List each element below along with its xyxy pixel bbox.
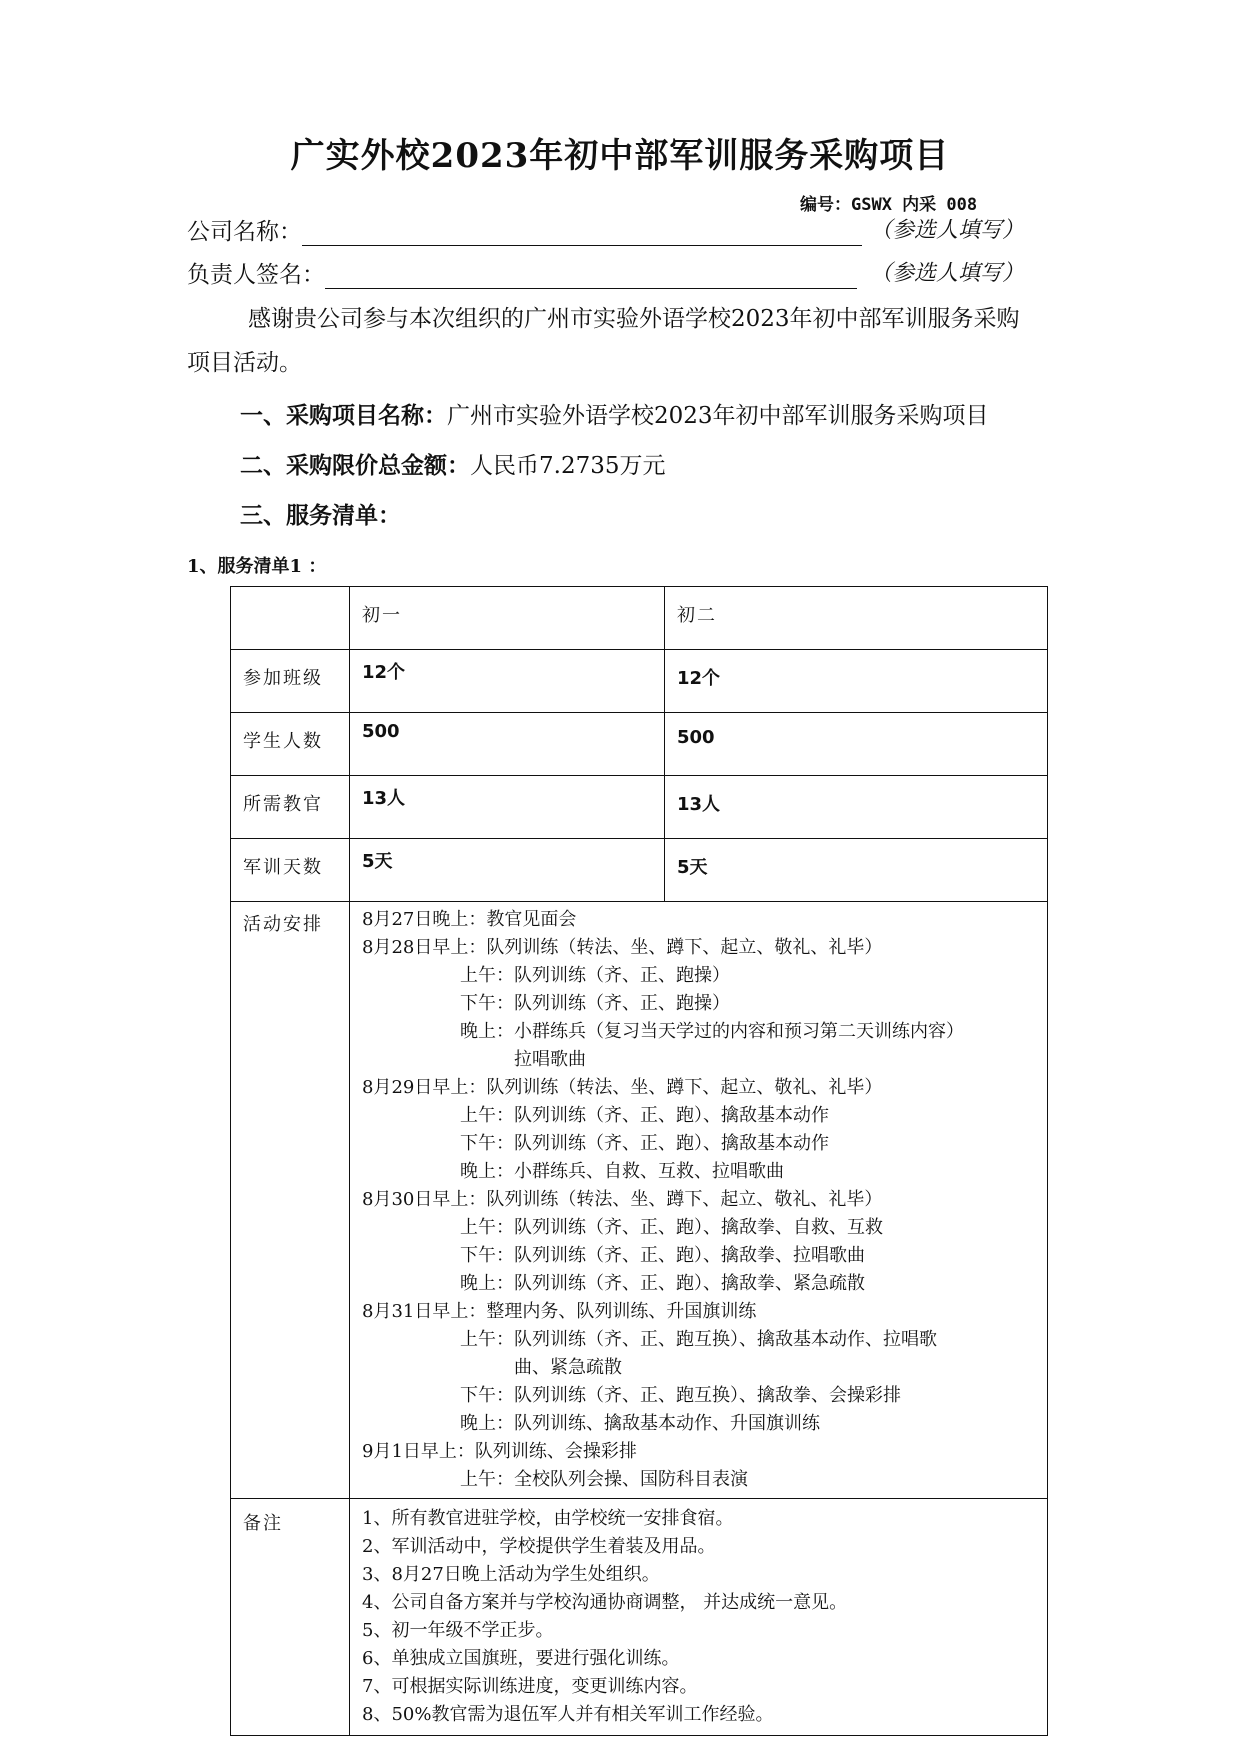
row-label: 学生人数: [231, 713, 350, 776]
cell-value: 500: [350, 713, 665, 776]
schedule-line: 上午：队列训练（齐、正、跑）、擒敌拳、自救、互救: [460, 1217, 883, 1238]
note-line: 7、可根据实际训练进度，变更训练内容。: [362, 1676, 698, 1697]
item-2-label: 二、采购限价总金额：: [240, 452, 470, 479]
schedule-line: 晚上：小群练兵、自救、互救、拉唱歌曲: [460, 1161, 784, 1182]
schedule-line: 上午：队列训练（齐、正、跑）、擒敌基本动作: [460, 1105, 829, 1126]
notes-row: [231, 1499, 1048, 1736]
column-header-grade-1: 初一: [350, 587, 665, 650]
document-number: 编号：GSWX 内采 008: [800, 195, 978, 215]
table-row: [231, 713, 1048, 776]
schedule-cell: [350, 902, 1048, 1499]
item-1-value: 广州市实验外语学校2023年初中部军训服务采购项目: [447, 403, 989, 429]
service-table: [230, 586, 1048, 1736]
item-1-label: 一、采购项目名称：: [240, 402, 447, 429]
item-3-label: 三、服务清单：: [240, 502, 401, 529]
notes-cell: [350, 1499, 1048, 1736]
person-sign-hint: （参选人填写）: [870, 261, 1025, 286]
cell-value: 5天: [665, 839, 1048, 902]
cell-value: 12个: [350, 650, 665, 713]
schedule-line: 下午：队列训练（齐、正、跑操）: [460, 993, 730, 1014]
item-2: [240, 444, 665, 488]
schedule-line: 8月28日早上：队列训练（转法、坐、蹲下、起立、敬礼、礼毕）: [362, 937, 883, 958]
schedule-line: 拉唱歌曲: [514, 1049, 586, 1070]
item-1: [240, 394, 989, 438]
note-line: 4、公司自备方案并与学校沟通协商调整， 并达成统一意见。: [362, 1592, 848, 1613]
cell-value: 12个: [665, 650, 1048, 713]
table-row: [231, 650, 1048, 713]
cell-value: 500: [665, 713, 1048, 776]
company-name-label: 公司名称：: [187, 219, 302, 245]
note-line: 1、所有教官进驻学校，由学校统一安排食宿。: [362, 1508, 734, 1529]
note-line: 6、单独成立国旗班，要进行强化训练。: [362, 1648, 680, 1669]
schedule-line: 晚上：队列训练（齐、正、跑）、擒敌拳、紧急疏散: [460, 1273, 865, 1294]
schedule-line: 8月30日早上：队列训练（转法、坐、蹲下、起立、敬礼、礼毕）: [362, 1189, 883, 1210]
column-header-grade-2: 初二: [665, 587, 1048, 650]
table-corner-cell: [231, 587, 350, 650]
notes-label: 备注: [231, 1499, 350, 1736]
table-header-row: [231, 587, 1048, 650]
row-label: 参加班级: [231, 650, 350, 713]
company-name-field: [187, 213, 862, 246]
person-sign-input-line[interactable]: [325, 264, 857, 289]
schedule-line: 下午：队列训练（齐、正、跑互换）、擒敌拳、会操彩排: [460, 1385, 901, 1406]
company-name-hint: （参选人填写）: [870, 218, 1025, 243]
schedule-line: 上午：队列训练（齐、正、跑互换）、擒敌基本动作、拉唱歌: [460, 1329, 937, 1350]
schedule-line: 晚上：队列训练、擒敌基本动作、升国旗训练: [460, 1413, 820, 1434]
note-line: 2、军训活动中，学校提供学生着装及用品。: [362, 1536, 716, 1557]
note-line: 5、初一年级不学正步。: [362, 1620, 554, 1641]
schedule-line: 8月27日晚上：教官见面会: [362, 909, 577, 930]
schedule-line: 8月29日早上：队列训练（转法、坐、蹲下、起立、敬礼、礼毕）: [362, 1077, 883, 1098]
schedule-line: 上午：队列训练（齐、正、跑操）: [460, 965, 730, 986]
schedule-line: 8月31日早上：整理内务、队列训练、升国旗训练: [362, 1301, 757, 1322]
service-list-title: 1、服务清单1 ：: [187, 556, 327, 577]
schedule-line: 9月1日早上：队列训练、会操彩排: [362, 1441, 637, 1462]
page-title: 广实外校2023年初中部军训服务采购项目: [290, 136, 950, 176]
intro-line-2: 项目活动。: [187, 350, 302, 376]
schedule-line: 晚上：小群练兵（复习当天学过的内容和预习第二天训练内容）: [460, 1021, 964, 1042]
person-sign-label: 负责人签名：: [187, 262, 325, 288]
company-name-input-line[interactable]: [302, 221, 862, 246]
person-sign-field: [187, 256, 857, 289]
schedule-line: 上午：全校队列会操、国防科目表演: [460, 1469, 748, 1490]
cell-value: 13人: [350, 776, 665, 839]
table-row: [231, 839, 1048, 902]
schedule-row: [231, 902, 1048, 1499]
schedule-line: 下午：队列训练（齐、正、跑）、擒敌基本动作: [460, 1133, 829, 1154]
row-label: 军训天数: [231, 839, 350, 902]
schedule-line: 下午：队列训练（齐、正、跑）、擒敌拳、拉唱歌曲: [460, 1245, 865, 1266]
note-line: 8、50%教官需为退伍军人并有相关军训工作经验。: [362, 1704, 774, 1725]
cell-value: 13人: [665, 776, 1048, 839]
intro-line-1: 感谢贵公司参与本次组织的广州市实验外语学校2023年初中部军训服务采购: [248, 306, 1020, 332]
row-label: 所需教官: [231, 776, 350, 839]
item-2-value: 人民币7.2735万元: [470, 453, 666, 479]
note-line: 3、8月27日晚上活动为学生处组织。: [362, 1564, 660, 1585]
schedule-label: 活动安排: [231, 902, 350, 1499]
schedule-line: 曲、紧急疏散: [514, 1357, 622, 1378]
table-row: [231, 776, 1048, 839]
cell-value: 5天: [350, 839, 665, 902]
